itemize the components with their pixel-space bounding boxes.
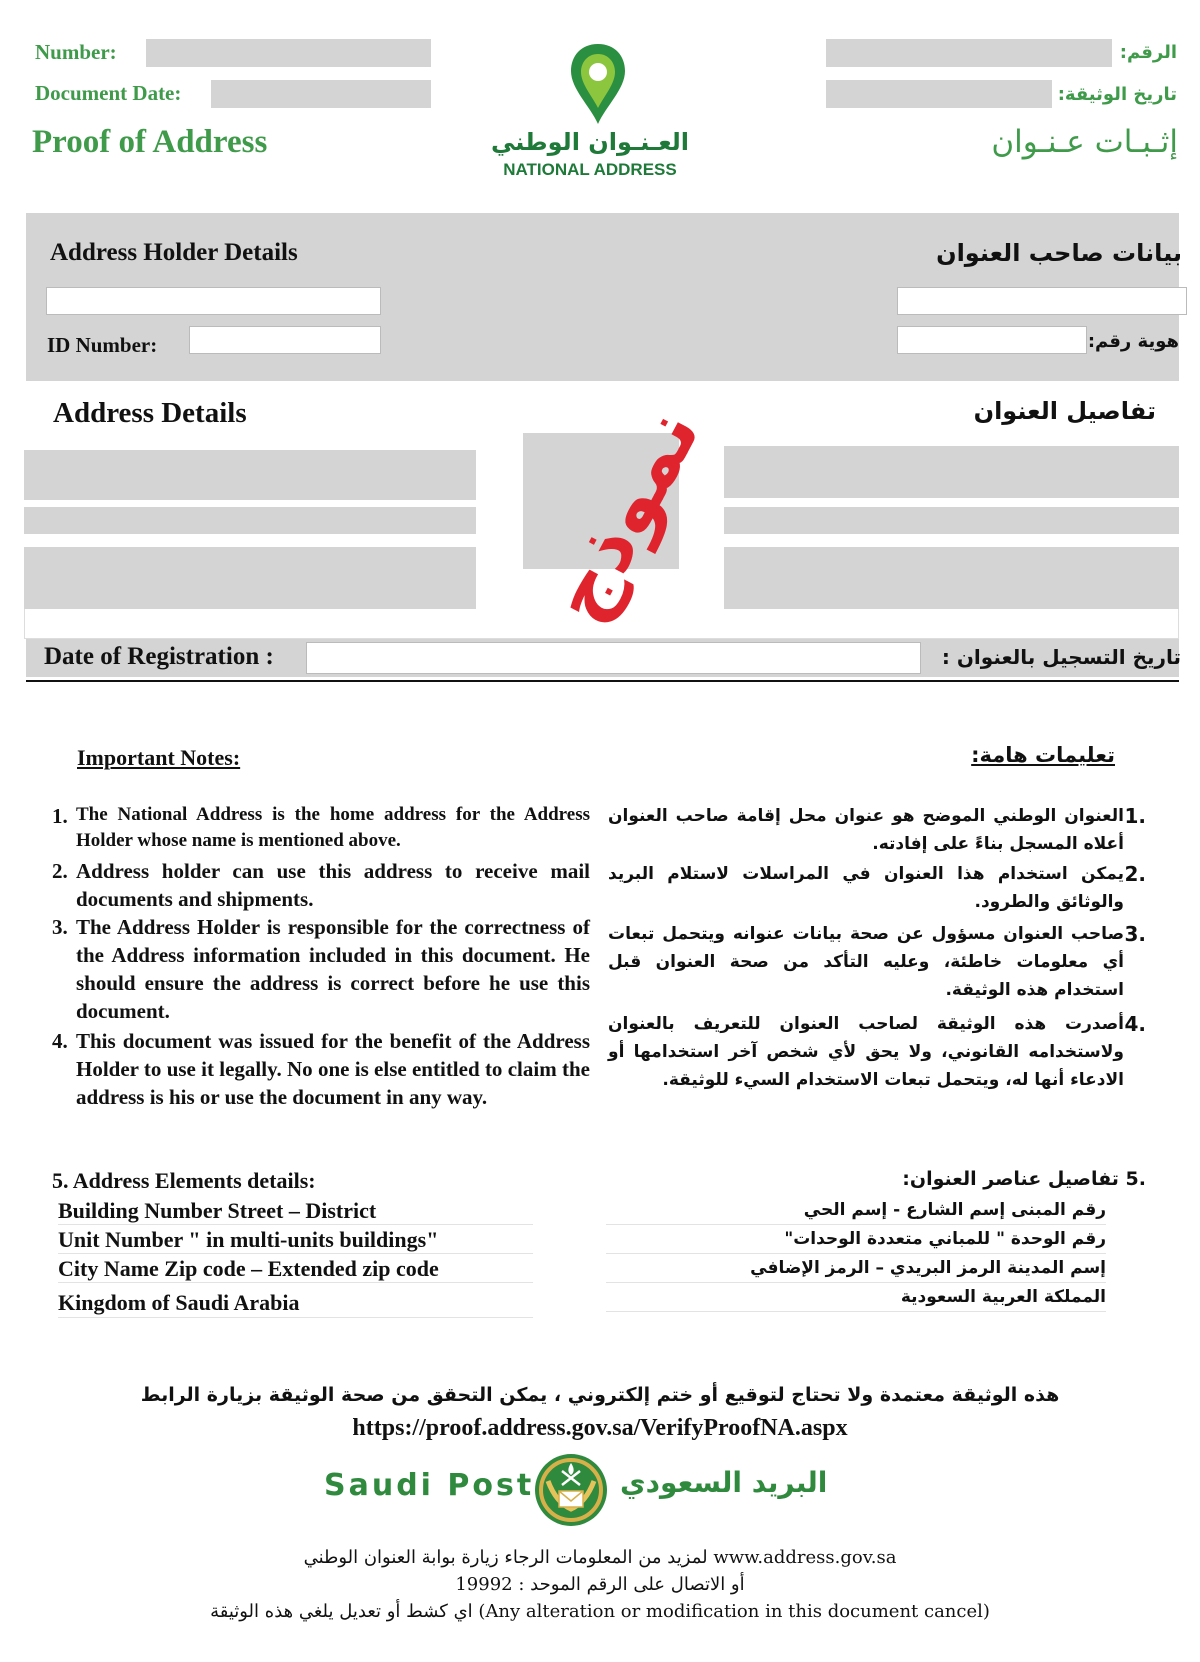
element-ar-2: رقم الوحدة " للمباني متعددة الوحدات" <box>606 1225 1106 1254</box>
verify-url[interactable]: https://proof.address.gov.sa/VerifyProofNA.aspx <box>352 1415 848 1441</box>
address-line-1-ar <box>724 446 1179 498</box>
address-line-2-en <box>24 507 476 534</box>
note-en-4 <box>52 1027 590 1139</box>
note-en-1 <box>52 802 590 857</box>
document-date-field-ar <box>826 80 1052 108</box>
note-text: يمكن استخدام هذا العنوان في المراسلات لاستلام البريد والوثائق والطرود. <box>608 864 1124 912</box>
note-text: العنوان الوطني الموضح هو عنوان محل إقامة صاحب العنوان أعلاه المسجل بناءً على إفادته. <box>608 806 1124 854</box>
saudi-post-text-en: Saudi Post <box>324 1468 535 1503</box>
note-text: This document was issued for the benefit of the Address Holder to use it legally. No one is else entitled to claim the address is his or use the document in any way. <box>76 1029 590 1109</box>
note-text: أصدرت هذه الوثيقة لصاحب العنوان للتعريف بالعنوان ولاستخدامه القانوني، ولا يحق لأي شخص آخر استخدامها أو الادعاء أنها له، ويتحمل تبعات الاستخدام السيء للوثيقة. <box>608 1014 1124 1090</box>
registration-date-field <box>306 642 921 674</box>
note-number: 1. <box>52 804 68 828</box>
document-date-label-ar: تاريخ الوثيقة: <box>1057 84 1177 105</box>
note-number: 3. <box>52 915 68 939</box>
notes-title-en: Important Notes: <box>77 745 241 770</box>
note-ar-2 <box>608 860 1146 920</box>
element-en-2: Unit Number " in multi-units buildings" <box>58 1225 533 1254</box>
holder-title-en: Address Holder Details <box>50 239 298 266</box>
holder-title-ar: بيانات صاحب العنوان <box>936 239 1182 267</box>
elements-list-ar <box>606 1196 1106 1312</box>
notes-list-ar <box>608 802 1146 1100</box>
note-text: Address holder can use this address to receive mail documents and shipments. <box>76 859 590 911</box>
element-ar-3: إسم المدينة الرمز البريدي – الرمز الإضافي <box>606 1254 1106 1283</box>
address-line-3-ar <box>724 547 1179 609</box>
element-en-3: City Name Zip code – Extended zip code <box>58 1254 533 1283</box>
saudi-post-logo <box>320 1450 840 1530</box>
verify-text-ar: هذه الوثيقة معتمدة ولا تحتاج لتوقيع أو ختم إلكتروني ، يمكن التحقق من صحة الوثيقة بزيارة الرابط <box>140 1384 1060 1406</box>
sample-stamp: نموذج <box>532 393 718 637</box>
page-title-en: Proof of Address <box>32 124 268 160</box>
elements-list-en <box>58 1196 533 1318</box>
notes-title-ar: تعليمات هامة: <box>971 743 1115 767</box>
page-title-ar: إثـبـات عـنـوان <box>991 124 1178 160</box>
note-text: The National Address is the home address for the Address Holder whose name is mentioned above. <box>76 804 590 851</box>
alteration-text: (Any alteration or modification in this document cancel) اي كشط أو تعديل يلغي هذه الوثيقة <box>210 1601 990 1622</box>
number-label-ar: الرقم: <box>1119 42 1177 63</box>
elements-title-ar: .5 تفاصيل عناصر العنوان: <box>902 1168 1146 1190</box>
id-number-field-ar <box>897 326 1087 354</box>
note-ar-4 <box>608 1010 1146 1100</box>
notes-list-en <box>52 802 590 1139</box>
note-number: 4. <box>52 1029 68 1053</box>
note-number: .4 <box>1124 1012 1146 1036</box>
registration-label-en: Date of Registration : <box>44 643 274 670</box>
address-line-2-ar <box>724 507 1179 534</box>
element-en-1: Building Number Street – District <box>58 1196 533 1225</box>
element-ar-4: المملكة العربية السعودية <box>606 1283 1106 1312</box>
id-number-label: ID Number: <box>47 333 158 357</box>
note-text: The Address Holder is responsible for the correctness of the Address information included in this document. He should ensure the address is correct before he use this document. <box>76 915 590 1023</box>
holder-section <box>26 213 1182 381</box>
registration-label-ar: تاريخ التسجيل بالعنوان : <box>941 645 1181 669</box>
note-number: .2 <box>1124 862 1146 886</box>
holder-name-field-ar <box>897 287 1187 315</box>
address-title-en: Address Details <box>53 397 247 429</box>
elements-title-en: 5. Address Elements details: <box>52 1168 316 1193</box>
number-field <box>146 39 431 67</box>
note-en-2 <box>52 857 590 913</box>
saudi-post-emblem-icon <box>532 1451 610 1529</box>
document-date-label: Document Date: <box>35 81 182 105</box>
note-ar-1 <box>608 802 1146 860</box>
national-address-logo <box>490 40 700 190</box>
element-ar-1: رقم المبنى إسم الشارع - إسم الحي <box>606 1196 1106 1225</box>
address-title-ar: تفاصيل العنوان <box>973 397 1156 425</box>
id-number-field <box>189 326 381 354</box>
logo-text-ar: العـنـوان الوطني <box>490 128 690 156</box>
note-number: .1 <box>1124 804 1146 828</box>
registration-row <box>26 639 1179 677</box>
note-en-3 <box>52 913 590 1027</box>
document-date-field <box>211 80 431 108</box>
note-text: صاحب العنوان مسؤول عن صحة بيانات عنوانه ويتحمل تبعات أي معلومات خاطئة، وعليه التأكد من صحة العنوان قبل استخدام هذه الوثيقة. <box>608 924 1124 1000</box>
location-pin-icon <box>568 42 628 126</box>
holder-name-field-en <box>46 287 381 315</box>
note-number: .3 <box>1124 922 1146 946</box>
element-en-4: Kingdom of Saudi Arabia <box>58 1283 533 1318</box>
number-label: Number: <box>35 40 117 64</box>
more-info-text: www.address.gov.sa لمزيد من المعلومات الرجاء زيارة بوابة العنوان الوطني <box>303 1547 897 1568</box>
divider-line <box>26 680 1179 682</box>
contact-text: أو الاتصال على الرقم الموحد : 19992 <box>455 1574 745 1595</box>
saudi-post-text-ar: البريد السعودي <box>620 1466 828 1499</box>
address-line-3-en <box>24 547 476 609</box>
note-number: 2. <box>52 859 68 883</box>
note-ar-3 <box>608 920 1146 1010</box>
logo-text-en: NATIONAL ADDRESS <box>503 160 677 179</box>
address-line-1-en <box>24 450 476 500</box>
id-number-label-ar: هوية رقم: <box>1087 331 1179 352</box>
number-field-ar <box>826 39 1112 67</box>
